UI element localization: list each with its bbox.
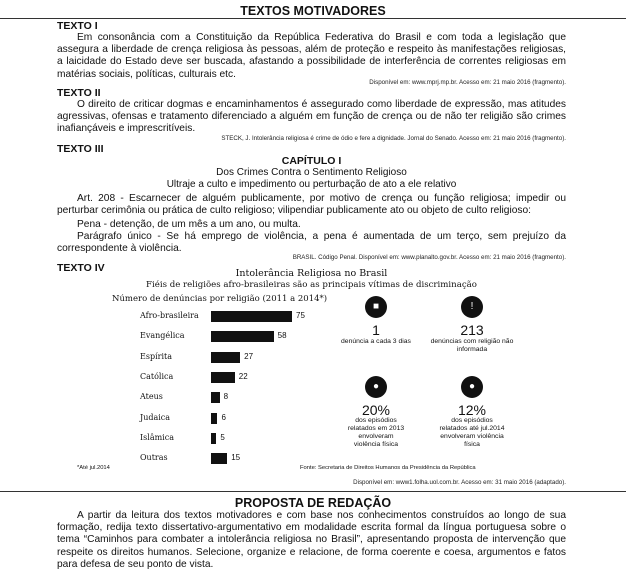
chart-footnote: *Até jul.2014 (77, 465, 110, 471)
bar-value-label: 5 (220, 432, 225, 442)
bar-value-label: 58 (277, 331, 287, 341)
warning-icon: ! (461, 296, 483, 318)
bar-category-label: Islâmica (140, 432, 174, 442)
texto-i-body: Em consonância com a Constituição da República Federativa do Brasil e com toda a legislação que assegura a liberdade de crença religiosa às pessoas, além de proteção e respeito às manifestações religiosas, a laicidade do Estado deve ser buscada, afastando a possibilidade de interferência de correntes religiosas em matérias sociais, políticas, culturais etc. (57, 32, 566, 80)
stat-2-text: denúncias com religião não informada (430, 338, 514, 353)
bar-value-label: 75 (296, 311, 305, 320)
bar-category-label: Espírita (140, 351, 172, 361)
divider (0, 18, 626, 19)
stat-2-value: 213 (460, 322, 484, 338)
bar (211, 352, 240, 363)
bar-value-label: 27 (244, 351, 254, 361)
bar-value-label: 6 (221, 412, 226, 422)
bar-value-label: 8 (223, 392, 229, 402)
bar (211, 392, 220, 403)
calendar-icon: ■ (365, 296, 387, 318)
fist-icon: ● (461, 376, 483, 398)
article-heading: Ultraje a culto e impedimento ou perturbação de ato a ele relativo (166, 179, 457, 190)
bar-category-label: Judaica (140, 412, 171, 422)
texto-i-source: Disponível em: www.mprj.mp.br. Acesso em: 21 maio 2016 (fragmento). (369, 79, 566, 86)
divider (0, 491, 626, 492)
stat-4-text: dos episódios relatados até jul.2014 envolveram violência física (439, 417, 505, 448)
chart-subtitle: Fiéis de religiões afro-brasileiras são as principais vítimas de discriminação (146, 280, 477, 290)
chapter-title: CAPÍTULO I (281, 155, 342, 167)
bar-category-label: Ateus (140, 392, 163, 402)
bar-category-label: Evangélica (140, 331, 185, 341)
stat-3-value: 20% (361, 402, 391, 418)
stat-1-text: denúncia a cada 3 dias (341, 338, 411, 345)
texto-ii-label: TEXTO II (57, 87, 101, 99)
bar-value-label: 15 (231, 453, 241, 463)
proposta-title: PROPOSTA DE REDAÇÃO (234, 496, 392, 510)
texto-iv-label: TEXTO IV (57, 262, 105, 274)
article-208: Art. 208 - Escarnecer de alguém publicamente, por motivo de crença ou função religiosa; impedir ou perturbar cerimônia ou prática de culto religioso; vilipendiar publicamente ato ou objeto de culto religioso: (57, 193, 566, 217)
texto-i-label: TEXTO I (57, 20, 98, 32)
texto-ii-source: STECK, J. Intolerância religiosa é crime de ódio e fere a dignidade. Jornal do Senado. Acesso em: 21 maio 2016 (fragmento). (221, 135, 566, 142)
chart-credit: Fonte: Secretaria de Direitos Humanos da Presidência da República (300, 465, 476, 471)
stat-3-text: dos episódios relatados em 2013 envolveram violência física (347, 417, 405, 448)
stat-1-value: 1 (372, 322, 380, 338)
bar-category-label: Outras (140, 453, 168, 463)
bar (211, 453, 227, 464)
bar (211, 413, 217, 424)
chart-title: Intolerância Religiosa no Brasil (235, 268, 388, 279)
bar-value-label: 22 (238, 371, 248, 381)
page-title: TEXTOS MOTIVADORES (240, 4, 386, 18)
fist-icon: ● (365, 376, 387, 398)
article-paragrafo: Parágrafo único - Se há emprego de violência, a pena é aumentada de um terço, sem prejuízo da correspondente à violência. (57, 231, 566, 255)
proposta-body: A partir da leitura dos textos motivadores e com base nos conhecimentos construídos ao longo de sua formação, redija texto dissertativo-argumentativo em modalidade escrita formal da língua portuguesa sobre o tema “Caminhos para combater a intolerância religiosa no Brasil”, apresentando proposta de intervenção que respeite os direitos humanos. Selecione, organize e relacione, de forma coerente e coesa, argumentos e fatos para defesa de seu ponto de vista. (57, 510, 566, 570)
bar (211, 331, 274, 342)
bar-category-label: Católica (140, 371, 174, 381)
texto-iii-label: TEXTO III (57, 143, 104, 155)
texto-iii-source: BRASIL. Código Penal. Disponível em: www.planalto.gov.br. Acesso em: 21 maio 2016 (fragmento). (292, 254, 566, 261)
bar (211, 311, 292, 322)
texto-iv-source: Disponível em: www1.folha.uol.com.br. Acesso em: 31 maio 2016 (adaptado). (353, 479, 566, 486)
chart-ylabel: Número de denúncias por religião (2011 a 2014*) (112, 294, 328, 304)
article-pena: Pena - detenção, de um mês a um ano, ou multa. (77, 219, 301, 230)
stat-4-value: 12% (457, 402, 487, 418)
bar-category-label: Afro-brasileira (140, 311, 199, 320)
texto-ii-body: O direito de criticar dogmas e encaminhamentos é assegurado como liberdade de expressão, mas atitudes agressivas, ofensas e tratamento diferenciado a alguém em função de crença ou de não ter religião são crimes inafiançáveis e imprescritíveis. (57, 99, 566, 135)
bar (211, 372, 235, 383)
bar (211, 433, 216, 444)
chapter-subtitle: Dos Crimes Contra o Sentimento Religioso (216, 167, 407, 178)
